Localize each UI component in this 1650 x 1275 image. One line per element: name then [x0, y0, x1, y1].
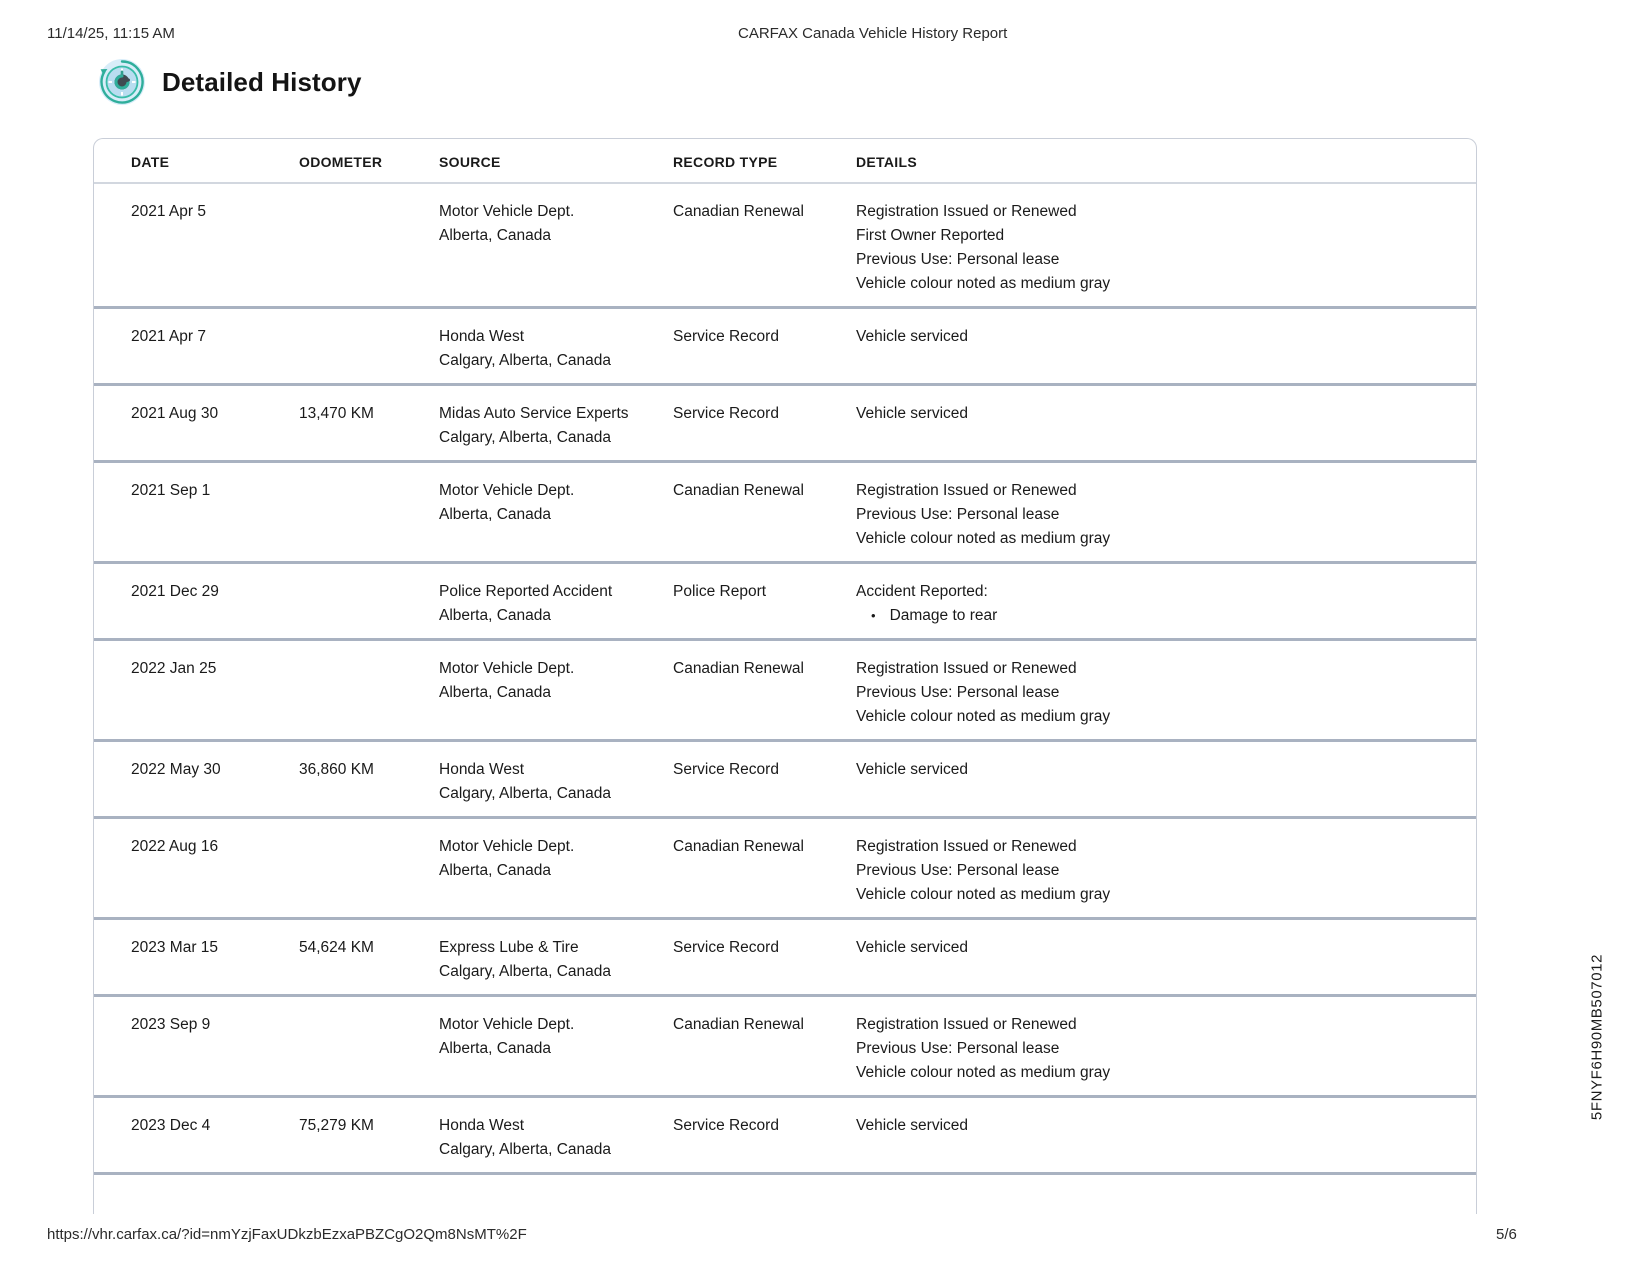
cell-details: Registration Issued or Renewed Previous Use: Personal lease Vehicle colour noted as medium gray: [856, 660, 1111, 725]
cell-record-type: Canadian Renewal: [673, 482, 804, 499]
cell-odometer: [299, 818, 439, 919]
print-document-title: CARFAX Canada Vehicle History Report: [738, 25, 1008, 42]
cell-record-type: Service Record: [673, 328, 779, 345]
cell-details: Accident Reported: • Damage to rear: [856, 563, 1476, 640]
history-clock-icon: [98, 58, 146, 106]
table-row: [94, 818, 1476, 919]
history-table-body: [94, 183, 1476, 1214]
table-row: [94, 919, 1476, 996]
table-row: [94, 741, 1476, 818]
detailed-history-table: [93, 138, 1477, 1214]
table-row: [94, 462, 1476, 563]
cell-date: 2023 Dec 4: [131, 1117, 211, 1134]
table-row: [94, 385, 1476, 462]
cell-date: 2023 Sep 9: [131, 1016, 211, 1033]
cell-details: Registration Issued or Renewed First Owner Reported Previous Use: Personal lease Vehicle colour noted as medium gray: [856, 203, 1111, 292]
cell-record-type: Canadian Renewal: [673, 660, 804, 677]
table-row: [94, 1097, 1476, 1174]
cell-record-type: Police Report: [673, 583, 767, 600]
cell-record-type: Service Record: [673, 939, 779, 956]
column-header-source: SOURCE: [439, 139, 673, 183]
cell-date: 2021 Sep 1: [131, 482, 211, 499]
cell-odometer: 54,624 KM: [299, 939, 374, 956]
print-page-number: 5/6: [1496, 1226, 1517, 1243]
cell-details: Vehicle serviced: [856, 939, 969, 956]
print-footer-url: https://vhr.carfax.ca/?id=nmYzjFaxUDkzbEzxaPBZCgO2Qm8NsMT%2F: [47, 1226, 527, 1243]
cell-details: Registration Issued or Renewed Previous Use: Personal lease Vehicle colour noted as medium gray: [856, 482, 1111, 547]
cell-details: Vehicle serviced: [856, 405, 969, 422]
print-datetime: 11/14/25, 11:15 AM: [47, 25, 175, 42]
cell-date: 2021 Apr 5: [131, 203, 206, 220]
cell-date: 2022 Aug 16: [131, 838, 219, 855]
cell-odometer: [299, 308, 439, 385]
cell-record-type: Service Record: [673, 405, 779, 422]
cell-record-type: Canadian Renewal: [673, 838, 804, 855]
cell-source: Motor Vehicle Dept. Alberta, Canada: [439, 838, 575, 879]
cell-source: Motor Vehicle Dept. Alberta, Canada: [439, 660, 575, 701]
column-header-record-type: RECORD TYPE: [673, 139, 856, 183]
cell-source: Motor Vehicle Dept. Alberta, Canada: [439, 203, 575, 244]
cell-date: 2021 Apr 7: [131, 328, 206, 345]
cell-odometer: 36,860 KM: [299, 761, 374, 778]
column-header-details: DETAILS: [856, 139, 1476, 183]
vin-sidebar-text: 5FNYF6H90MB507012: [1588, 953, 1606, 1121]
section-title: Detailed History: [162, 66, 362, 97]
cell-date: 2022 May 30: [131, 761, 221, 778]
table-row: [94, 996, 1476, 1097]
cell-odometer: 75,279 KM: [299, 1117, 374, 1134]
cell-date: 2023 Mar 15: [131, 939, 219, 956]
table-row: [94, 183, 1476, 308]
cell-odometer: 13,470 KM: [299, 405, 374, 422]
cell-source: Midas Auto Service Experts Calgary, Alberta, Canada: [439, 405, 629, 446]
cell-details: Registration Issued or Renewed Previous Use: Personal lease Vehicle colour noted as medium gray: [856, 838, 1111, 903]
cell-source: Honda West Calgary, Alberta, Canada: [439, 1117, 612, 1158]
cell-details: Vehicle serviced: [856, 1117, 969, 1134]
cell-source: Motor Vehicle Dept. Alberta, Canada: [439, 482, 575, 523]
cell-details: Registration Issued or Renewed Previous Use: Personal lease Vehicle colour noted as medium gray: [856, 1016, 1111, 1081]
cell-date: 2021 Aug 30: [131, 405, 219, 422]
cell-source: Honda West Calgary, Alberta, Canada: [439, 761, 612, 802]
cell-odometer: [299, 183, 439, 308]
cell-source: Express Lube & Tire Calgary, Alberta, Canada: [439, 939, 612, 980]
cell-source: Police Reported Accident Alberta, Canada: [439, 583, 613, 624]
cell-odometer: [299, 996, 439, 1097]
column-header-date: DATE: [94, 139, 299, 183]
cell-record-type: Canadian Renewal: [673, 203, 804, 220]
table-header-row: [94, 139, 1476, 183]
cell-date: 2021 Dec 29: [131, 583, 219, 600]
section-heading: [98, 58, 362, 106]
cell-record-type: Service Record: [673, 1117, 779, 1134]
cell-source: Motor Vehicle Dept. Alberta, Canada: [439, 1016, 575, 1057]
cell-odometer: [299, 462, 439, 563]
cell-record-type: Service Record: [673, 761, 779, 778]
cell-details: Vehicle serviced: [856, 328, 969, 345]
cell-record-type: Canadian Renewal: [673, 1016, 804, 1033]
column-header-odometer: ODOMETER: [299, 139, 439, 183]
table-row: [94, 308, 1476, 385]
table-row: [94, 563, 1476, 640]
table-row-empty: [94, 1174, 1476, 1215]
cell-odometer: [299, 640, 439, 741]
detail-bullet: • Damage to rear: [871, 607, 998, 624]
cell-source: Honda West Calgary, Alberta, Canada: [439, 328, 612, 369]
cell-odometer: [299, 563, 439, 640]
cell-details: Vehicle serviced: [856, 761, 969, 778]
cell-date: 2022 Jan 25: [131, 660, 217, 677]
table-row: [94, 640, 1476, 741]
